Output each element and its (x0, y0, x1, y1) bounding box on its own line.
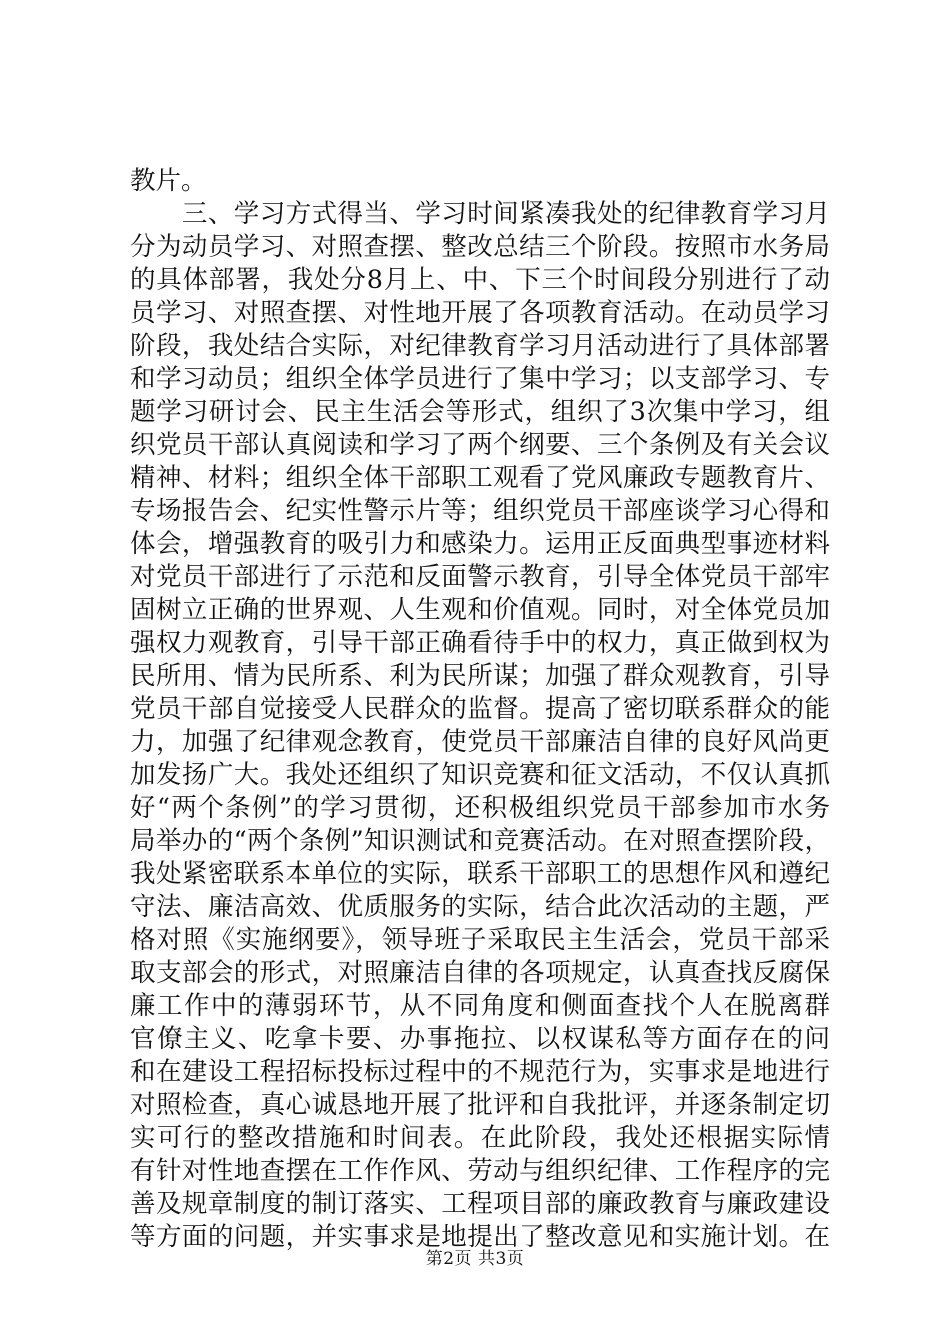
text-line: 好“两个条例”的学习贯彻，还积极组织党员干部参加市水务 (130, 793, 830, 823)
text-line: 守法、廉洁高效、优质服务的实际，结合此次活动的主题，严 (130, 892, 830, 922)
text-line: 专场报告会、纪实性警示片等；组织党员干部座谈学习心得和 (130, 496, 830, 526)
text-line: 教片。 (130, 166, 207, 196)
text-line: 善及规章制度的制订落实、工程项目部的廉政教育与廉政建设 (130, 1189, 830, 1219)
text-line: 官僚主义、吃拿卡要、办事拖拉、以权谋私等方面存在的问 (130, 1024, 830, 1054)
text-line: 和学习动员；组织全体学员进行了集中学习；以支部学习、专 (130, 364, 830, 394)
text-line: 三、学习方式得当、学习时间紧凑我处的纪律教育学习月 (130, 199, 830, 229)
text-line: 题学习研讨会、民主生活会等形式，组织了3次集中学习，组 (130, 397, 830, 427)
text-line: 阶段，我处结合实际，对纪律教育学习月活动进行了具体部署 (130, 331, 830, 361)
text-line: 的具体部署，我处分8月上、中、下三个时间段分别进行了动 (130, 265, 830, 295)
text-line: 等方面的问题，并实事求是地提出了整改意见和实施计划。在 (130, 1222, 830, 1252)
text-line: 局举办的“两个条例”知识测试和竞赛活动。在对照查摆阶段， (130, 826, 830, 856)
text-line: 对党员干部进行了示范和反面警示教育，引导全体党员干部牢 (130, 562, 830, 592)
text-line: 员学习、对照查摆、对性地开展了各项教育活动。在动员学习 (130, 298, 830, 328)
text-line: 有针对性地查摆在工作作风、劳动与组织纪律、工作程序的完 (130, 1156, 830, 1186)
text-line: 分为动员学习、对照查摆、整改总结三个阶段。按照市水务局 (130, 232, 830, 262)
text-line: 格对照《实施纲要》，领导班子采取民主生活会，党员干部采 (130, 925, 830, 955)
text-line: 对照检查，真心诚恳地开展了批评和自我批评，并逐条制定切 (130, 1090, 830, 1120)
text-line: 取支部会的形式，对照廉洁自律的各项规定，认真查找反腐保 (130, 958, 830, 988)
text-line: 民所用、情为民所系、利为民所谋；加强了群众观教育，引导 (130, 661, 830, 691)
text-line: 我处紧密联系本单位的实际，联系干部职工的思想作风和遵纪 (130, 859, 830, 889)
body-text (130, 165, 830, 1254)
text-line: 和在建设工程招标投标过程中的不规范行为，实事求是地进行 (130, 1057, 830, 1087)
text-line: 固树立正确的世界观、人生观和价值观。同时，对全体党员加 (130, 595, 830, 625)
text-line: 力，加强了纪律观念教育，使党员干部廉洁自律的良好风尚更 (130, 727, 830, 757)
text-line: 织党员干部认真阅读和学习了两个纲要、三个条例及有关会议 (130, 430, 830, 460)
page-footer: 第2页 共3页 (425, 1249, 525, 1269)
text-line: 强权力观教育，引导干部正确看待手中的权力，真正做到权为 (130, 628, 830, 658)
text-line: 加发扬广大。我处还组织了知识竞赛和征文活动，不仅认真抓 (130, 760, 830, 790)
text-line: 党员干部自觉接受人民群众的监督。提高了密切联系群众的能 (130, 694, 830, 724)
text-line: 廉工作中的薄弱环节，从不同角度和侧面查找个人在脱离群 (130, 991, 830, 1021)
text-line: 实可行的整改措施和时间表。在此阶段，我处还根据实际情 (130, 1123, 830, 1153)
text-line: 体会，增强教育的吸引力和感染力。运用正反面典型事迹材料 (130, 529, 830, 559)
text-line: 精神、材料；组织全体干部职工观看了党风廉政专题教育片、 (130, 463, 830, 493)
